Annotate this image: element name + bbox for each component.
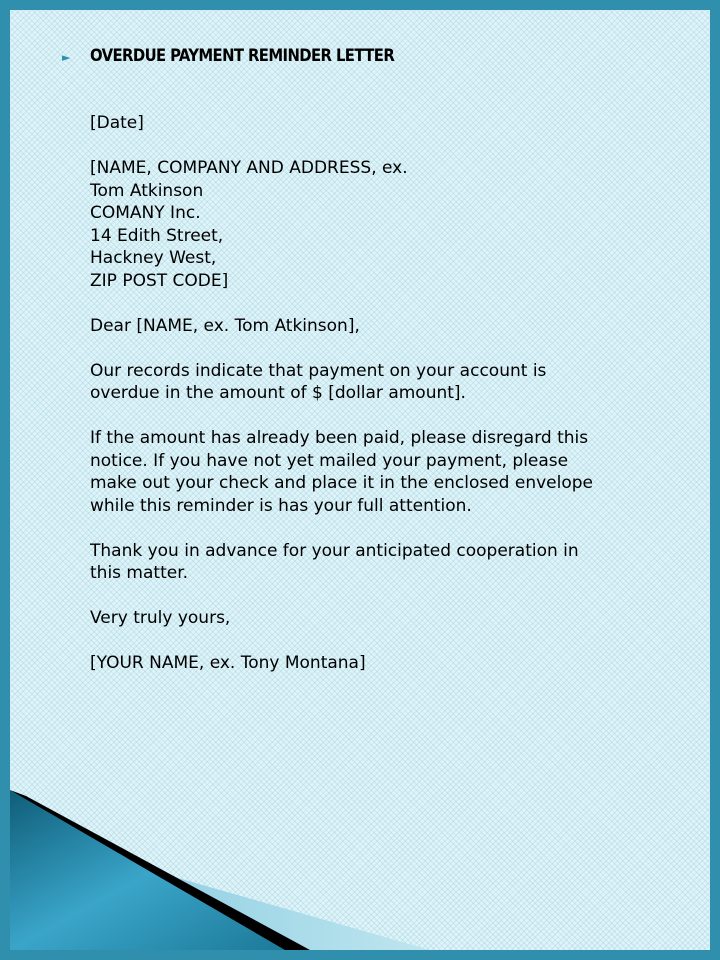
paragraph-1-line: overdue in the amount of $ [dollar amount]. — [90, 383, 466, 403]
arrow-bullet-icon: ► — [62, 51, 71, 64]
paragraph-1-line: Our records indicate that payment on your account is — [90, 360, 547, 381]
recipient-line: [NAME, COMPANY AND ADDRESS, ex. — [90, 158, 408, 178]
recipient-line: Hackney West, — [90, 248, 217, 268]
letter-body — [90, 112, 650, 675]
recipient-line: Tom Atkinson — [90, 180, 204, 201]
paragraph-2-line: If the amount has already been paid, please disregard this — [90, 428, 589, 448]
paragraph-2-line: notice. If you have not yet mailed your payment, please — [90, 450, 569, 471]
paragraph-3-line: Thank you in advance for your anticipated cooperation in — [90, 540, 579, 561]
closing: Very truly yours, — [90, 608, 231, 628]
corner-decoration — [10, 790, 430, 950]
recipient-line: ZIP POST CODE] — [90, 270, 229, 291]
recipient-line: 14 Edith Street, — [90, 225, 224, 246]
letter-title: OVERDUE PAYMENT REMINDER LETTER — [90, 46, 395, 65]
paragraph-2-line: while this reminder is has your full attention. — [90, 495, 472, 516]
salutation: Dear [NAME, ex. Tom Atkinson], — [90, 315, 360, 336]
paragraph-3-line: this matter. — [90, 563, 189, 583]
date-placeholder: [Date] — [90, 113, 144, 133]
recipient-line: COMANY Inc. — [90, 203, 201, 223]
paragraph-2-line: make out your check and place it in the enclosed envelope — [90, 473, 593, 493]
signature-placeholder: [YOUR NAME, ex. Tony Montana] — [90, 653, 366, 673]
